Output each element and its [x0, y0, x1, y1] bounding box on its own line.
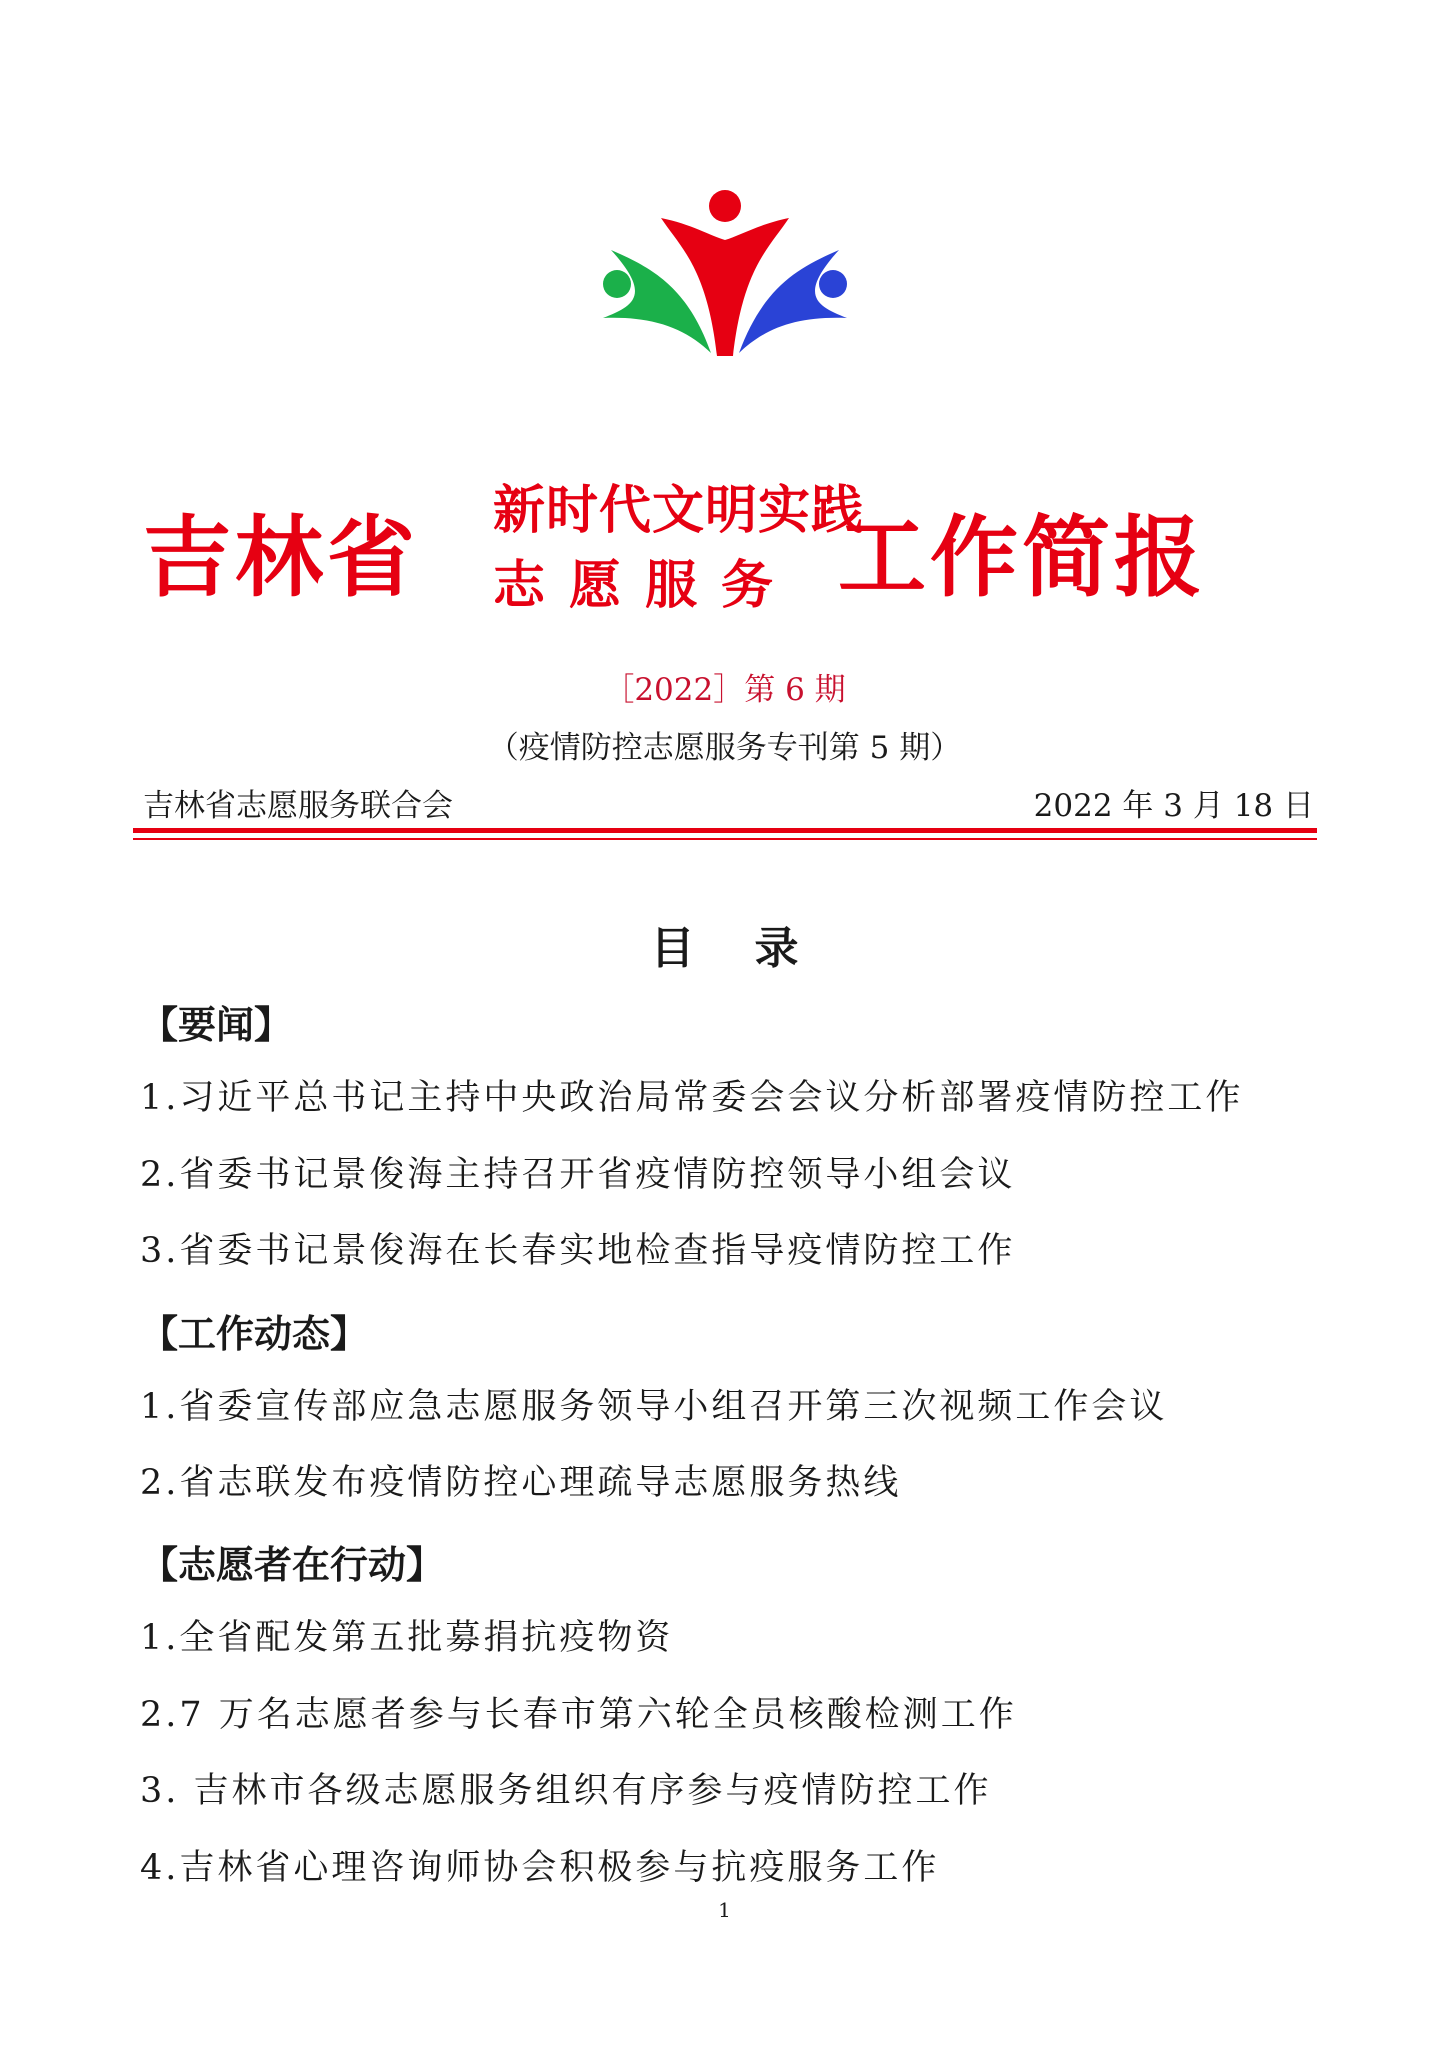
- logo-red-head: [709, 190, 741, 222]
- toc-item: 2.省委书记景俊海主持召开省疫情防控领导小组会议: [140, 1155, 1016, 1195]
- toc-item: 2.7 万名志愿者参与长春市第六轮全员核酸检测工作: [140, 1695, 1017, 1735]
- toc-item: 2.省志联发布疫情防控心理疏导志愿服务热线: [140, 1463, 902, 1503]
- masthead-title-mid-line2: 志愿服务: [493, 556, 798, 616]
- toc-item: 3. 吉林市各级志愿服务组织有序参与疫情防控工作: [140, 1771, 992, 1811]
- header-divider-thin: [133, 838, 1317, 840]
- toc-section-heading: 【志愿者在行动】: [140, 1543, 445, 1587]
- logo-red-body: [661, 218, 789, 356]
- toc-title: 目录: [650, 923, 859, 974]
- publisher: 吉林省志愿服务联合会: [143, 788, 453, 824]
- masthead-title-mid-line1: 新时代文明实践: [493, 481, 865, 541]
- issue-subtitle: （疫情防控志愿服务专刊第 5 期）: [487, 730, 962, 766]
- logo-blue-head: [819, 270, 847, 298]
- toc-section-heading: 【工作动态】: [140, 1312, 369, 1356]
- volunteer-logo-icon: [593, 188, 858, 358]
- toc-item: 1.全省配发第五批募捐抗疫物资: [140, 1618, 674, 1658]
- toc-section-heading: 【要闻】: [140, 1003, 293, 1047]
- masthead-title-right: 工作简报: [838, 506, 1207, 609]
- page-number: 1: [718, 1898, 731, 1922]
- issue-number: ［2022］第 6 期: [603, 672, 846, 708]
- header-divider-thick: [133, 828, 1317, 833]
- publish-date: 2022 年 3 月 18 日: [1033, 788, 1314, 824]
- toc-item: 4.吉林省心理咨询师协会积极参与抗疫服务工作: [140, 1848, 940, 1888]
- toc-item: 1.习近平总书记主持中央政治局常委会会议分析部署疫情防控工作: [140, 1078, 1244, 1118]
- logo-green-head: [603, 270, 631, 298]
- toc-item: 1.省委宣传部应急志愿服务领导小组召开第三次视频工作会议: [140, 1387, 1168, 1427]
- toc-item: 3.省委书记景俊海在长春实地检查指导疫情防控工作: [140, 1231, 1016, 1271]
- masthead-title-left: 吉林省: [143, 506, 420, 609]
